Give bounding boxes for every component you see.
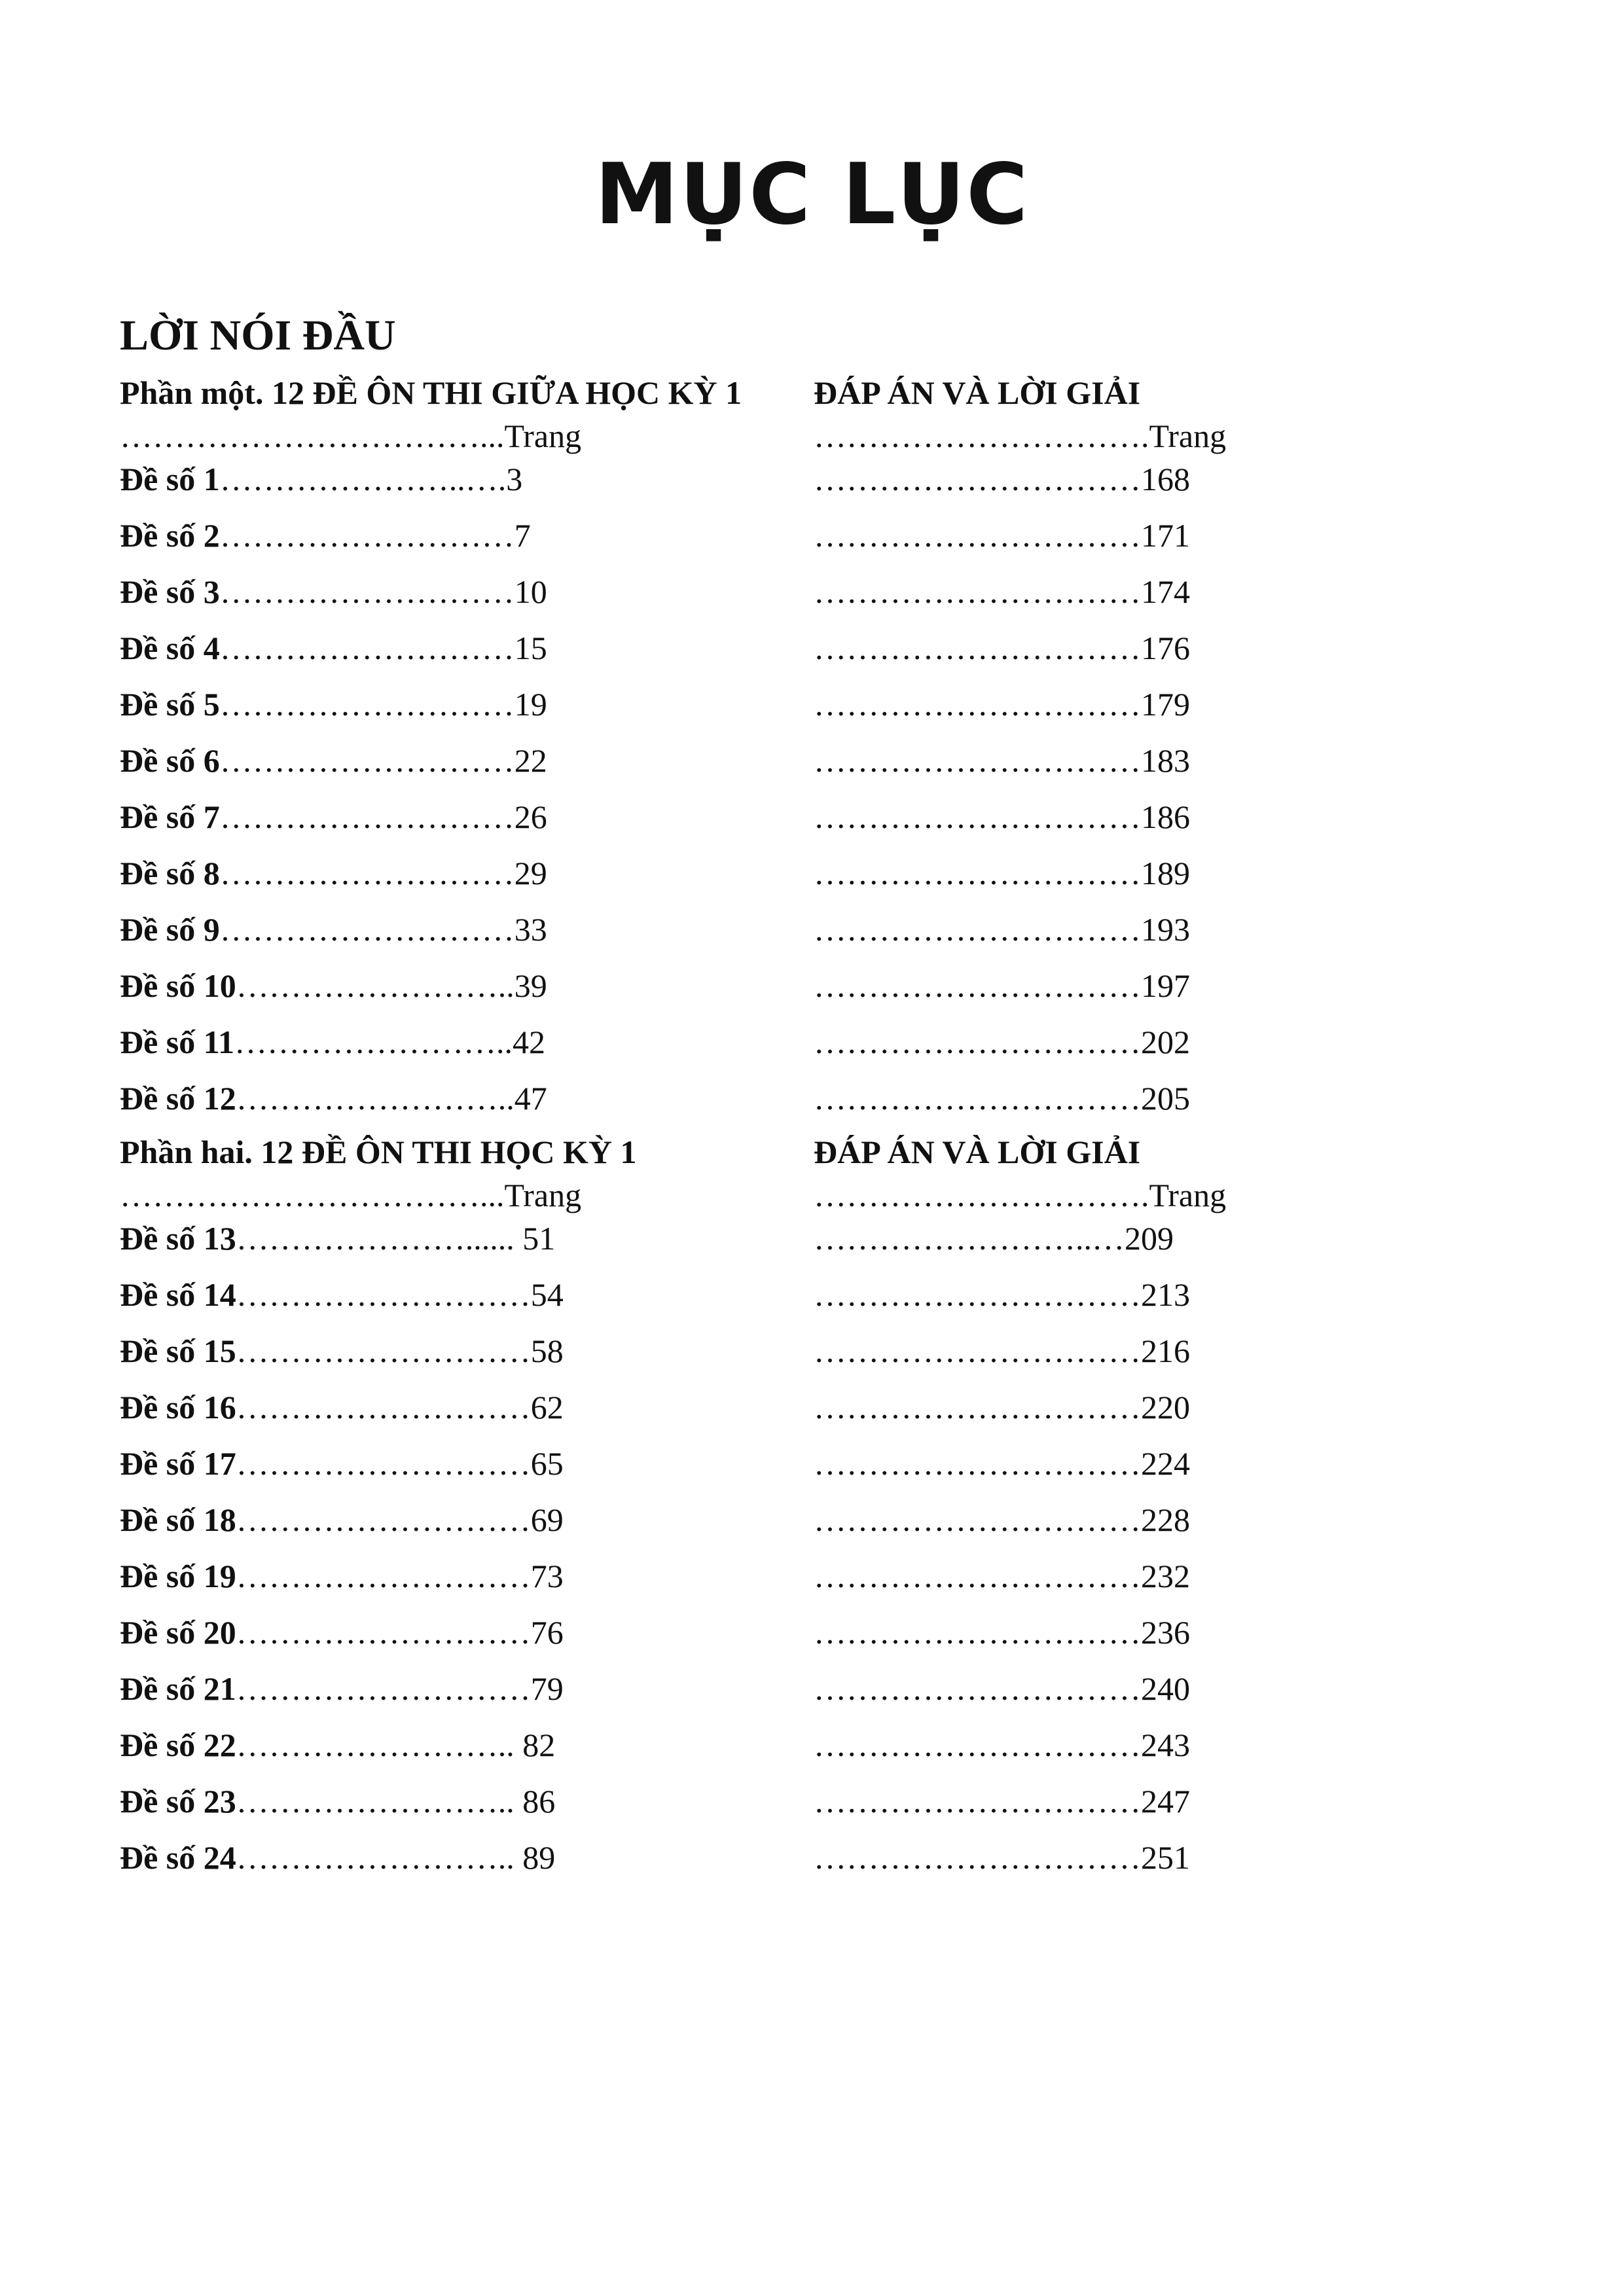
page-number: 39 <box>514 967 547 1004</box>
trang-label: ………………………….Trang <box>814 1177 1227 1213</box>
page-number: 202 <box>1141 1024 1190 1060</box>
entry-name: Đề số 1 <box>120 461 220 497</box>
answer-entry <box>814 1274 1190 1316</box>
toc-entry <box>120 1668 564 1710</box>
dot-leader: ……………………… <box>236 1558 531 1594</box>
dot-leader: ……………………… <box>236 1333 531 1369</box>
entry-name: Đề số 4 <box>120 630 220 666</box>
dot-leader: ……………………… <box>219 686 514 723</box>
entry-name: Đề số 23 <box>120 1783 236 1820</box>
answer-entry <box>814 1077 1190 1119</box>
page-number: 22 <box>514 742 547 779</box>
entry-name: Đề số 12 <box>120 1080 236 1117</box>
toc-entry <box>120 1611 564 1653</box>
dot-leader: ……………………… <box>219 630 514 666</box>
dot-leader: ………………………… <box>814 798 1141 835</box>
entry-name: Đề số 24 <box>120 1839 236 1876</box>
toc-entry <box>120 1555 564 1597</box>
page-number: 228 <box>1141 1501 1190 1538</box>
page-number: 51 <box>514 1220 556 1257</box>
toc-entry <box>120 1077 547 1119</box>
toc-entry <box>120 571 547 613</box>
page-number: 7 <box>514 517 531 554</box>
dot-leader: ……………………… <box>236 1614 531 1651</box>
dot-leader: ……………………… <box>236 1276 531 1313</box>
dot-leader: ……………………… <box>236 1670 531 1707</box>
answer-entry <box>814 683 1190 725</box>
page-number: 205 <box>1141 1080 1190 1117</box>
toc-entry <box>120 852 547 894</box>
entry-name: Đề số 13 <box>120 1220 236 1257</box>
part-heading: Phần một. 12 ĐỀ ÔN THI GIỮA HỌC KỲ 1 <box>120 374 742 411</box>
dot-leader: ………………………… <box>814 630 1141 666</box>
answer-entry <box>814 740 1190 781</box>
dot-leader: …………………...... <box>236 1220 514 1257</box>
entry-name: Đề số 16 <box>120 1389 236 1426</box>
entry-name: Đề số 3 <box>120 573 220 610</box>
toc-entry <box>120 1330 564 1372</box>
dot-leader: ………………………… <box>814 742 1141 779</box>
entry-name: Đề số 17 <box>120 1445 236 1482</box>
dot-leader: ………………………… <box>814 1445 1141 1482</box>
answer-entry <box>814 1217 1174 1259</box>
toc-entry <box>120 965 547 1007</box>
page-number: 73 <box>530 1558 564 1594</box>
entry-name: Đề số 19 <box>120 1558 236 1594</box>
dot-leader: ………………………… <box>814 1080 1141 1117</box>
entry-name: Đề số 8 <box>120 855 220 891</box>
page-number: 3 <box>506 461 523 497</box>
page-number: 19 <box>514 686 547 723</box>
dot-leader: …………………….. <box>236 967 514 1004</box>
answer-entry <box>814 627 1190 669</box>
dot-leader: ……………………… <box>219 911 514 948</box>
answer-entry <box>814 1386 1190 1428</box>
page-number: 62 <box>530 1389 564 1426</box>
toc-entry <box>120 908 547 950</box>
answer-entry <box>814 852 1190 894</box>
answer-entry <box>814 1499 1190 1541</box>
trang-label: ……………………………...Trang <box>120 418 582 454</box>
entry-name: Đề số 10 <box>120 967 236 1004</box>
dot-leader: ………………………… <box>814 573 1141 610</box>
preface-heading: LỜI NÓI ĐẦU <box>120 312 396 359</box>
page-number: 224 <box>1141 1445 1190 1482</box>
answer-entry <box>814 458 1190 500</box>
page-number: 220 <box>1141 1389 1190 1426</box>
dot-leader: ………………………… <box>814 1614 1141 1651</box>
page-number: 216 <box>1141 1333 1190 1369</box>
page-number: 174 <box>1141 573 1190 610</box>
toc-entry <box>120 1724 555 1766</box>
answer-entry <box>814 1668 1190 1710</box>
trang-label: ………………………….Trang <box>814 418 1227 454</box>
dot-leader: ………………………… <box>814 967 1141 1004</box>
dot-leader: ……………………… <box>219 855 514 891</box>
toc-entry <box>120 1217 555 1259</box>
toc-entry <box>120 1443 564 1484</box>
page-number: 179 <box>1141 686 1190 723</box>
page-number: 213 <box>1141 1276 1190 1313</box>
page-number: 171 <box>1141 517 1190 554</box>
toc-entry <box>120 683 547 725</box>
dot-leader: ………………………… <box>814 855 1141 891</box>
page-number: 236 <box>1141 1614 1190 1651</box>
page-number: 232 <box>1141 1558 1190 1594</box>
dot-leader: ……………………..… <box>814 1220 1125 1257</box>
dot-leader: ………………………… <box>814 1783 1141 1820</box>
dot-leader: ………………………… <box>814 1501 1141 1538</box>
part-heading: Phần hai. 12 ĐỀ ÔN THI HỌC KỲ 1 <box>120 1134 637 1170</box>
dot-leader: ………………………… <box>814 1727 1141 1763</box>
page-number: 26 <box>514 798 547 835</box>
dot-leader: …………………….. <box>236 1080 514 1117</box>
page-number: 42 <box>513 1024 545 1060</box>
page-number: 89 <box>514 1839 556 1876</box>
toc-entry <box>120 1499 564 1541</box>
page-number: 54 <box>530 1276 564 1313</box>
answer-entry <box>814 1021 1190 1063</box>
dot-leader: ………………………… <box>814 1276 1141 1313</box>
dot-leader: ……………………… <box>236 1501 531 1538</box>
answer-entry <box>814 1780 1190 1822</box>
dot-leader: …………………..…. <box>219 461 507 497</box>
answer-entry <box>814 1837 1190 1878</box>
answer-entry <box>814 514 1190 556</box>
entry-name: Đề số 9 <box>120 911 220 948</box>
page-number: 176 <box>1141 630 1190 666</box>
answer-entry <box>814 1443 1190 1484</box>
answer-entry <box>814 908 1190 950</box>
answer-entry <box>814 1611 1190 1653</box>
dot-leader: ………………………… <box>814 1839 1141 1876</box>
dot-leader: ………………………… <box>814 1024 1141 1060</box>
page-number: 33 <box>514 911 547 948</box>
dot-leader: ………………………… <box>814 461 1141 497</box>
dot-leader: ……………………… <box>219 798 514 835</box>
entry-name: Đề số 2 <box>120 517 220 554</box>
dot-leader: …………………….. <box>236 1727 514 1763</box>
answer-entry <box>814 796 1190 838</box>
page-number: 76 <box>530 1614 564 1651</box>
page-number: 15 <box>514 630 547 666</box>
page-number: 209 <box>1125 1220 1174 1257</box>
toc-entry <box>120 740 547 781</box>
dot-leader: …………………….. <box>236 1839 514 1876</box>
entry-name: Đề số 14 <box>120 1276 236 1313</box>
answer-entry <box>814 1330 1190 1372</box>
toc-entry <box>120 796 547 838</box>
page-number: 65 <box>530 1445 564 1482</box>
page-number: 10 <box>514 573 547 610</box>
page-number: 240 <box>1141 1670 1190 1707</box>
dot-leader: ………………………… <box>814 911 1141 948</box>
page-number: 186 <box>1141 798 1190 835</box>
page-number: 193 <box>1141 911 1190 948</box>
dot-leader: ……………………… <box>219 573 514 610</box>
page-title: MỤC LỤC <box>594 146 1030 243</box>
entry-name: Đề số 20 <box>120 1614 236 1651</box>
trang-label: ……………………………...Trang <box>120 1177 582 1213</box>
dot-leader: ………………………… <box>814 1558 1141 1594</box>
toc-entry <box>120 458 522 500</box>
toc-entry <box>120 1837 555 1878</box>
page-number: 243 <box>1141 1727 1190 1763</box>
answer-heading: ĐÁP ÁN VÀ LỜI GIẢI <box>814 374 1141 411</box>
entry-name: Đề số 6 <box>120 742 220 779</box>
entry-name: Đề số 22 <box>120 1727 236 1763</box>
answer-entry <box>814 571 1190 613</box>
toc-entry <box>120 1386 564 1428</box>
page-number: 82 <box>514 1727 556 1763</box>
dot-leader: ………………………… <box>814 686 1141 723</box>
page-number: 79 <box>530 1670 564 1707</box>
page-number: 29 <box>514 855 547 891</box>
answer-heading: ĐÁP ÁN VÀ LỜI GIẢI <box>814 1134 1141 1170</box>
dot-leader: ………………………… <box>814 1333 1141 1369</box>
toc-entry <box>120 1274 564 1316</box>
dot-leader: ……………………… <box>236 1445 531 1482</box>
page-number: 47 <box>514 1080 547 1117</box>
dot-leader: ……………………… <box>219 517 514 554</box>
dot-leader: …………………….. <box>236 1783 514 1820</box>
page-number: 197 <box>1141 967 1190 1004</box>
toc-entry <box>120 627 547 669</box>
page-number: 58 <box>530 1333 564 1369</box>
dot-leader: ……………………… <box>236 1389 531 1426</box>
entry-name: Đề số 15 <box>120 1333 236 1369</box>
page-number: 189 <box>1141 855 1190 891</box>
page-number: 183 <box>1141 742 1190 779</box>
dot-leader: ………………………… <box>814 517 1141 554</box>
dot-leader: …………………….. <box>234 1024 513 1060</box>
answer-entry <box>814 1724 1190 1766</box>
entry-name: Đề số 5 <box>120 686 220 723</box>
page-number: 247 <box>1141 1783 1190 1820</box>
page-number: 69 <box>530 1501 564 1538</box>
page-number: 251 <box>1141 1839 1190 1876</box>
entry-name: Đề số 11 <box>120 1024 234 1060</box>
dot-leader: ……………………… <box>219 742 514 779</box>
dot-leader: ………………………… <box>814 1389 1141 1426</box>
entry-name: Đề số 21 <box>120 1670 236 1707</box>
page-number: 86 <box>514 1783 556 1820</box>
toc-entry <box>120 1021 545 1063</box>
toc-entry <box>120 514 531 556</box>
entry-name: Đề số 7 <box>120 798 220 835</box>
answer-entry <box>814 965 1190 1007</box>
page-number: 168 <box>1141 461 1190 497</box>
answer-entry <box>814 1555 1190 1597</box>
entry-name: Đề số 18 <box>120 1501 236 1538</box>
dot-leader: ………………………… <box>814 1670 1141 1707</box>
toc-entry <box>120 1780 555 1822</box>
